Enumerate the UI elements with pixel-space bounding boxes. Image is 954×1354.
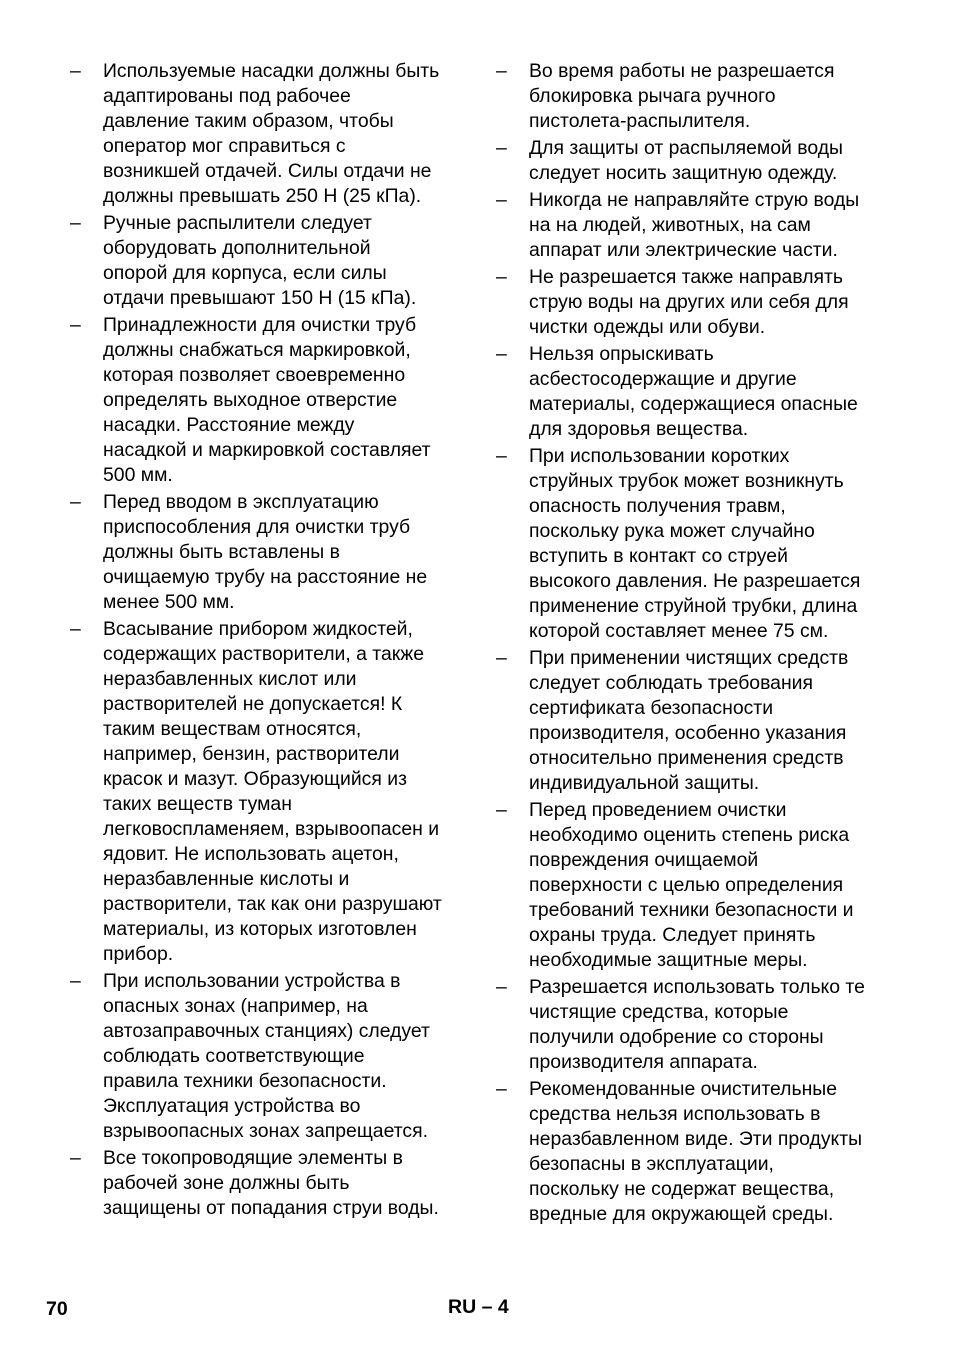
list-item-line: Для защиты от распыляемой воды bbox=[529, 137, 843, 159]
right-column bbox=[496, 59, 888, 1229]
list-item-line: например, бензин, растворители bbox=[103, 743, 400, 765]
list-item bbox=[496, 798, 888, 973]
bullet-dash: – bbox=[70, 618, 81, 640]
list-item-line: средства нельзя использовать в bbox=[529, 1103, 821, 1125]
list-item-line: давление таким образом, чтобы bbox=[103, 110, 394, 132]
list-item-line: чистящие средства, которые bbox=[529, 1001, 789, 1023]
section-label: RU – 4 bbox=[448, 1296, 509, 1318]
list-item-line: оператор мог справиться с bbox=[103, 135, 346, 157]
list-item-line: отдачи превышают 150 Н (15 кПа). bbox=[103, 287, 417, 309]
list-item-line: адаптированы под рабочее bbox=[103, 85, 351, 107]
list-item-line: взрывоопасных зонах запрещается. bbox=[103, 1120, 428, 1142]
list-item-line: Используемые насадки должны быть bbox=[103, 60, 440, 82]
list-item-line: защищены от попадания струи воды. bbox=[103, 1197, 439, 1219]
list-item-line: При применении чистящих средств bbox=[529, 647, 849, 669]
list-item-line: блокировка рычага ручного bbox=[529, 85, 776, 107]
list-item-line: охраны труда. Следует принять bbox=[529, 924, 816, 946]
list-item-line: асбестосодержащие и другие bbox=[529, 368, 797, 390]
list-item-line: Перед проведением очистки bbox=[529, 799, 787, 821]
bullet-dash: – bbox=[496, 343, 507, 365]
list-item-line: неразбавленные кислоты и bbox=[103, 868, 350, 890]
bullet-dash: – bbox=[496, 60, 507, 82]
list-item-line: определять выходное отверстие bbox=[103, 389, 398, 411]
page-number: 70 bbox=[46, 1298, 68, 1320]
list-item-line: правила техники безопасности. bbox=[103, 1070, 387, 1092]
list-item-line: вредные для окружающей среды. bbox=[529, 1203, 834, 1225]
bullet-dash: – bbox=[496, 266, 507, 288]
list-item-line: поскольку не содержат вещества, bbox=[529, 1178, 835, 1200]
bullet-dash: – bbox=[70, 314, 81, 336]
list-item-line: Нельзя опрыскивать bbox=[529, 343, 714, 365]
list-item-line: поверхности с целью определения bbox=[529, 874, 844, 896]
list-item-line: соблюдать соответствующие bbox=[103, 1045, 365, 1067]
list-item-line: рабочей зоне должны быть bbox=[103, 1172, 350, 1194]
bullet-dash: – bbox=[496, 1078, 507, 1100]
bullet-dash: – bbox=[496, 647, 507, 669]
bullet-dash: – bbox=[496, 799, 507, 821]
list-item-line: растворителей не допускается! К bbox=[103, 693, 403, 715]
list-item-line: Разрешается использовать только те bbox=[529, 976, 865, 998]
list-item bbox=[496, 646, 888, 796]
list-item bbox=[70, 59, 462, 209]
list-item-line: получили одобрение со стороны bbox=[529, 1026, 824, 1048]
list-item-line: опасность получения травм, bbox=[529, 495, 786, 517]
list-item-line: производителя аппарата. bbox=[529, 1051, 758, 1073]
list-item bbox=[70, 617, 462, 967]
list-item-line: Рекомендованные очистительные bbox=[529, 1078, 838, 1100]
list-item-line: красок и мазут. Образующийся из bbox=[103, 768, 407, 790]
list-item-line: автозаправочных станциях) следует bbox=[103, 1020, 430, 1042]
list-item bbox=[496, 136, 888, 186]
list-item-line: должны снабжаться маркировкой, bbox=[103, 339, 411, 361]
list-item-line: которая позволяет своевременно bbox=[103, 364, 406, 386]
list-item-line: Не разрешается также направлять bbox=[529, 266, 843, 288]
list-item-line: следует носить защитную одежду. bbox=[529, 162, 838, 184]
list-item bbox=[496, 265, 888, 340]
bullet-dash: – bbox=[70, 212, 81, 234]
bullet-dash: – bbox=[496, 137, 507, 159]
list-item-line: для здоровья вещества. bbox=[529, 418, 749, 440]
bullet-dash: – bbox=[70, 491, 81, 513]
list-item-line: сертификата безопасности bbox=[529, 697, 774, 719]
list-item-line: следует соблюдать требования bbox=[529, 672, 814, 694]
list-item-line: должны быть вставлены в bbox=[103, 541, 340, 563]
list-item-line: Никогда не направляйте струю воды bbox=[529, 189, 860, 211]
list-item-line: пистолета-распылителя. bbox=[529, 110, 751, 132]
list-item-line: которой составляет менее 75 см. bbox=[529, 620, 829, 642]
list-item-line: таким веществам относятся, bbox=[103, 718, 362, 740]
list-item-line: вступить в контакт со струей bbox=[529, 545, 788, 567]
list-item-line: опасных зонах (например, на bbox=[103, 995, 368, 1017]
list-item-line: ядовит. Не использовать ацетон, bbox=[103, 843, 399, 865]
list-item bbox=[496, 188, 888, 263]
list-item-line: струю воды на других или себя для bbox=[529, 291, 849, 313]
list-item-line: должны превышать 250 Н (25 кПа). bbox=[103, 185, 422, 207]
bullet-dash: – bbox=[70, 1147, 81, 1169]
list-item-line: Принадлежности для очистки труб bbox=[103, 314, 417, 336]
bullet-dash: – bbox=[70, 60, 81, 82]
list-item-line: производителя, особенно указания bbox=[529, 722, 847, 744]
list-item-line: применение струйной трубки, длина bbox=[529, 595, 858, 617]
list-item-line: Во время работы не разрешается bbox=[529, 60, 835, 82]
left-column bbox=[70, 59, 462, 1223]
list-item bbox=[70, 1146, 462, 1221]
list-item bbox=[496, 975, 888, 1075]
bullet-dash: – bbox=[70, 970, 81, 992]
list-item-line: Ручные распылители следует bbox=[103, 212, 372, 234]
list-item-line: материалы, содержащиеся опасные bbox=[529, 393, 858, 415]
list-item bbox=[496, 1077, 888, 1227]
list-item-line: Всасывание прибором жидкостей, bbox=[103, 618, 413, 640]
list-item-line: При использовании коротких bbox=[529, 445, 790, 467]
list-item-line: Все токопроводящие элементы в bbox=[103, 1147, 403, 1169]
list-item bbox=[70, 490, 462, 615]
list-item-line: содержащих растворители, а также bbox=[103, 643, 424, 665]
list-item-line: Перед вводом в эксплуатацию bbox=[103, 491, 379, 513]
list-item-line: 500 мм. bbox=[103, 464, 173, 486]
list-item-line: материалы, из которых изготовлен bbox=[103, 918, 417, 940]
list-item-line: необходимые защитные меры. bbox=[529, 949, 808, 971]
list-item-line: приспособления для очистки труб bbox=[103, 516, 411, 538]
list-item bbox=[496, 444, 888, 644]
list-item-line: оборудовать дополнительной bbox=[103, 237, 371, 259]
list-item-line: При использовании устройства в bbox=[103, 970, 401, 992]
list-item-line: чистки одежды или обуви. bbox=[529, 316, 766, 338]
list-item-line: растворители, так как они разрушают bbox=[103, 893, 442, 915]
bullet-dash: – bbox=[496, 445, 507, 467]
list-item-line: возникшей отдачей. Силы отдачи не bbox=[103, 160, 432, 182]
list-item-line: безопасны в эксплуатации, bbox=[529, 1153, 774, 1175]
list-item-line: на на людей, животных, на сам bbox=[529, 214, 811, 236]
list-item-line: высокого давления. Не разрешается bbox=[529, 570, 861, 592]
list-item-line: опорой для корпуса, если силы bbox=[103, 262, 387, 284]
list-item-line: насадкой и маркировкой составляет bbox=[103, 439, 431, 461]
list-item-line: относительно применения средств bbox=[529, 747, 844, 769]
list-item-line: аппарат или электрические части. bbox=[529, 239, 838, 261]
list-item-line: неразбавленных кислот или bbox=[103, 668, 357, 690]
list-item-line: менее 500 мм. bbox=[103, 591, 235, 613]
bullet-dash: – bbox=[496, 189, 507, 211]
bullet-dash: – bbox=[496, 976, 507, 998]
list-item-line: прибор. bbox=[103, 943, 174, 965]
list-item-line: неразбавленном виде. Эти продукты bbox=[529, 1128, 863, 1150]
list-item-line: таких веществ туман bbox=[103, 793, 292, 815]
list-item-line: индивидуальной защиты. bbox=[529, 772, 760, 794]
list-item-line: насадки. Расстояние между bbox=[103, 414, 355, 436]
list-item-line: требований техники безопасности и bbox=[529, 899, 854, 921]
list-item-line: поскольку рука может случайно bbox=[529, 520, 815, 542]
list-item bbox=[496, 59, 888, 134]
list-item bbox=[70, 211, 462, 311]
list-item-line: Эксплуатация устройства во bbox=[103, 1095, 361, 1117]
list-item bbox=[70, 969, 462, 1144]
list-item bbox=[70, 313, 462, 488]
list-item-line: повреждения очищаемой bbox=[529, 849, 759, 871]
list-item-line: необходимо оценить степень риска bbox=[529, 824, 850, 846]
list-item-line: легковоспламеняем, взрывоопасен и bbox=[103, 818, 440, 840]
list-item-line: очищаемую трубу на расстояние не bbox=[103, 566, 428, 588]
list-item-line: струйных трубок может возникнуть bbox=[529, 470, 844, 492]
list-item bbox=[496, 342, 888, 442]
